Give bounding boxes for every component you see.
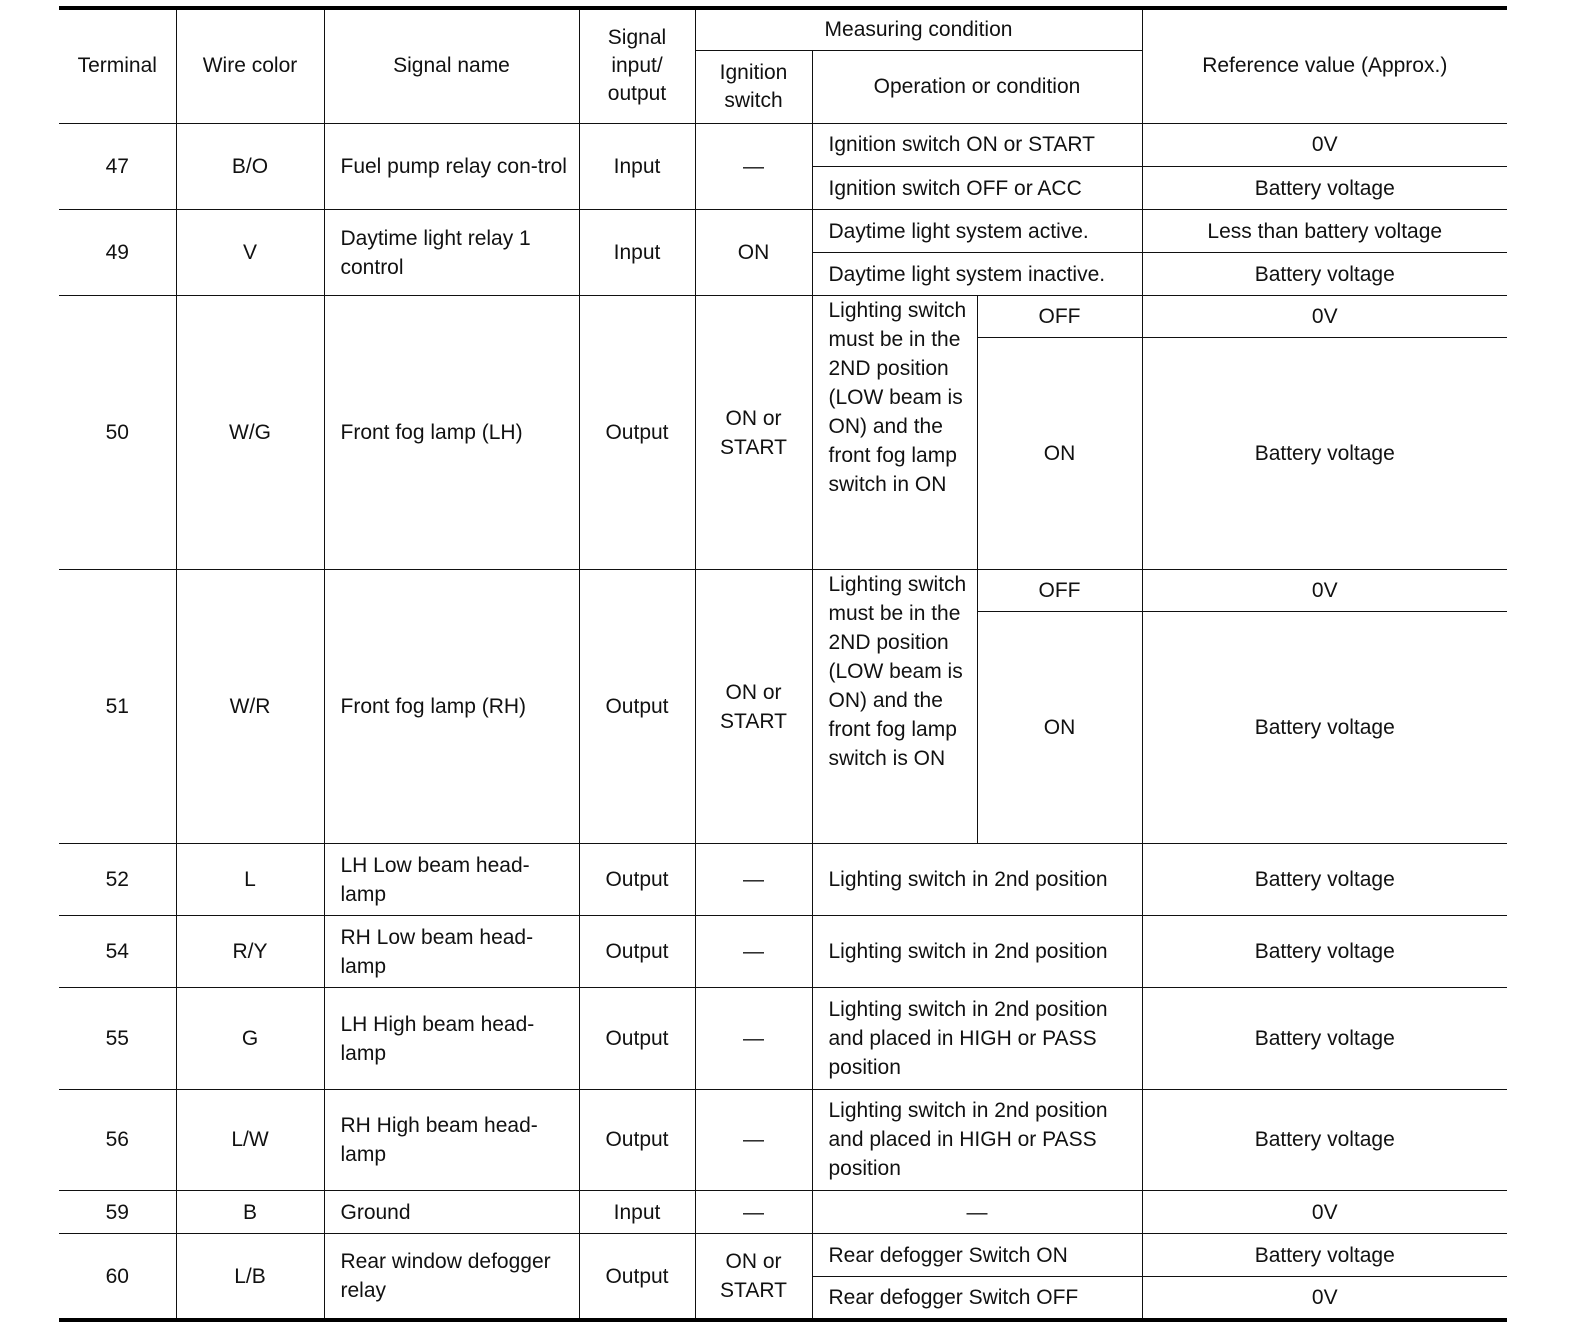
terminal-cell: 47	[59, 123, 176, 209]
wire-color-cell: B	[176, 1191, 324, 1234]
signal-name-cell: Ground	[324, 1191, 579, 1234]
wire-color-cell: L/B	[176, 1234, 324, 1320]
table-row	[59, 1191, 1507, 1234]
signal-io-cell: Output	[579, 1089, 695, 1190]
signal-name-cell: Front fog lamp (LH)	[324, 296, 579, 570]
table-row	[59, 1234, 1507, 1277]
reference-cell: 0V	[1142, 570, 1507, 612]
signal-io-cell: Output	[579, 296, 695, 570]
wire-color-cell: G	[176, 988, 324, 1089]
operation-cell: Rear defogger Switch OFF	[812, 1277, 1142, 1320]
operation-cell: Lighting switch in 2nd position	[812, 844, 1142, 916]
ignition-cell: —	[695, 844, 812, 916]
signal-name-cell: Daytime light relay 1 control	[324, 210, 579, 296]
wire-color-cell: L	[176, 844, 324, 916]
signal-io-cell: Input	[579, 123, 695, 209]
header-operation: Operation or condition	[812, 50, 1142, 123]
operation-cell: —	[812, 1191, 1142, 1234]
signal-io-cell: Output	[579, 570, 695, 844]
header-signal-name: Signal name	[324, 8, 579, 123]
terminal-cell: 49	[59, 210, 176, 296]
header-measuring-condition: Measuring condition	[695, 8, 1142, 50]
operation-cell: Daytime light system active.	[812, 210, 1142, 253]
switch-state-cell: OFF	[977, 296, 1142, 338]
reference-cell: Battery voltage	[1142, 1089, 1507, 1190]
table-row	[59, 1089, 1507, 1190]
table-row	[59, 916, 1507, 988]
table-row	[59, 570, 1507, 612]
table-row	[59, 123, 1507, 166]
signal-name-cell: Rear window defogger relay	[324, 1234, 579, 1320]
terminal-cell: 52	[59, 844, 176, 916]
wire-color-cell: L/W	[176, 1089, 324, 1190]
signal-io-cell: Output	[579, 844, 695, 916]
wire-color-cell: W/R	[176, 570, 324, 844]
terminal-cell: 50	[59, 296, 176, 570]
header-terminal: Terminal	[59, 8, 176, 123]
reference-cell: Battery voltage	[1142, 988, 1507, 1089]
terminal-cell: 55	[59, 988, 176, 1089]
table-row	[59, 296, 1507, 338]
reference-cell: 0V	[1142, 123, 1507, 166]
switch-state-cell: OFF	[977, 570, 1142, 612]
table-row	[59, 844, 1507, 916]
terminal-cell: 51	[59, 570, 176, 844]
wire-color-cell: V	[176, 210, 324, 296]
operation-cell: Lighting switch in 2nd position and placed in HIGH or PASS position	[812, 988, 1142, 1089]
table-row	[59, 210, 1507, 253]
ignition-cell: —	[695, 1191, 812, 1234]
reference-cell: Battery voltage	[1142, 916, 1507, 988]
ignition-cell: ON or START	[695, 570, 812, 844]
wire-color-cell: B/O	[176, 123, 324, 209]
wire-color-cell: R/Y	[176, 916, 324, 988]
reference-cell: 0V	[1142, 1277, 1507, 1320]
operation-cell: Ignition switch OFF or ACC	[812, 166, 1142, 209]
operation-cell: Ignition switch ON or START	[812, 123, 1142, 166]
signal-name-cell: RH High beam head-lamp	[324, 1089, 579, 1190]
signal-io-cell: Output	[579, 916, 695, 988]
table-row	[59, 988, 1507, 1089]
signal-name-cell: LH Low beam head-lamp	[324, 844, 579, 916]
signal-io-cell: Input	[579, 210, 695, 296]
ignition-cell: —	[695, 123, 812, 209]
signal-io-cell: Output	[579, 988, 695, 1089]
terminal-reference-table	[59, 6, 1507, 1322]
wire-color-cell: W/G	[176, 296, 324, 570]
ignition-cell: —	[695, 1089, 812, 1190]
header-reference-value: Reference value (Approx.)	[1142, 8, 1507, 123]
switch-state-cell: ON	[977, 612, 1142, 844]
reference-cell: Battery voltage	[1142, 253, 1507, 296]
operation-cell: Lighting switch in 2nd position and placed in HIGH or PASS position	[812, 1089, 1142, 1190]
reference-cell: 0V	[1142, 1191, 1507, 1234]
terminal-cell: 60	[59, 1234, 176, 1320]
terminal-cell: 59	[59, 1191, 176, 1234]
signal-io-cell: Output	[579, 1234, 695, 1320]
reference-cell: Battery voltage	[1142, 338, 1507, 570]
reference-cell: Less than battery voltage	[1142, 210, 1507, 253]
ignition-cell: ON	[695, 210, 812, 296]
reference-cell: Battery voltage	[1142, 844, 1507, 916]
reference-cell: Battery voltage	[1142, 1234, 1507, 1277]
header-signal-io: Signal input/ output	[579, 8, 695, 123]
ignition-cell: —	[695, 916, 812, 988]
ignition-cell: ON or START	[695, 296, 812, 570]
operation-group-cell: Lighting switch must be in the 2ND position (LOW beam is ON) and the front fog lamp switch in ON	[812, 296, 977, 570]
ignition-cell: —	[695, 988, 812, 1089]
operation-cell: Rear defogger Switch ON	[812, 1234, 1142, 1277]
signal-name-cell: RH Low beam head-lamp	[324, 916, 579, 988]
ignition-cell: ON or START	[695, 1234, 812, 1320]
signal-name-cell: LH High beam head-lamp	[324, 988, 579, 1089]
header-wire-color: Wire color	[176, 8, 324, 123]
signal-io-cell: Input	[579, 1191, 695, 1234]
reference-cell: Battery voltage	[1142, 166, 1507, 209]
reference-cell: Battery voltage	[1142, 612, 1507, 844]
header-ignition-switch: Ignition switch	[695, 50, 812, 123]
operation-cell: Lighting switch in 2nd position	[812, 916, 1142, 988]
operation-group-cell: Lighting switch must be in the 2ND position (LOW beam is ON) and the front fog lamp switch is ON	[812, 570, 977, 844]
signal-name-cell: Front fog lamp (RH)	[324, 570, 579, 844]
terminal-cell: 54	[59, 916, 176, 988]
signal-name-cell: Fuel pump relay con-trol	[324, 123, 579, 209]
operation-cell: Daytime light system inactive.	[812, 253, 1142, 296]
switch-state-cell: ON	[977, 338, 1142, 570]
terminal-cell: 56	[59, 1089, 176, 1190]
reference-cell: 0V	[1142, 296, 1507, 338]
